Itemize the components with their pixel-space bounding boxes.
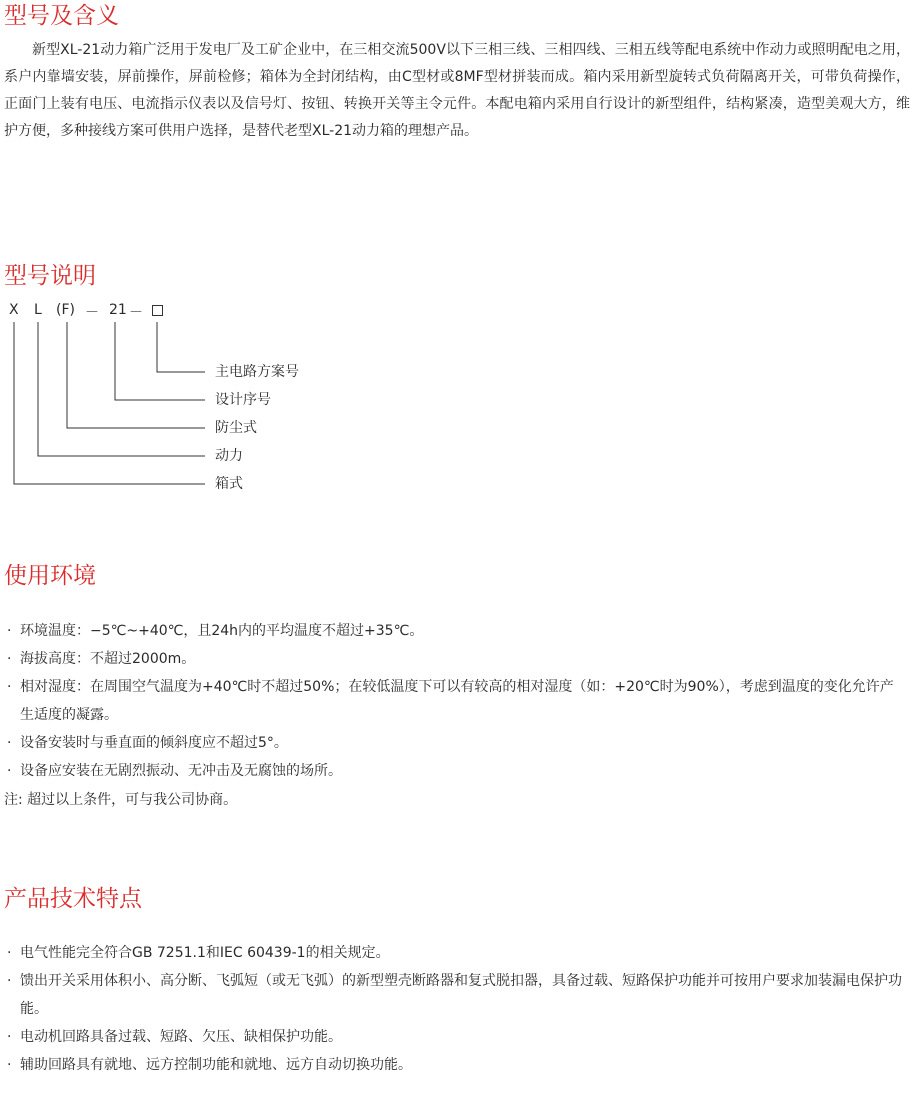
section-heading-model: 型号说明: [4, 263, 96, 289]
model-part-l: L: [34, 302, 42, 318]
section-heading-meaning: 型号及含义: [4, 3, 119, 29]
list-item: · 馈出开关采用体积小、高分断、飞弧短（或无飞弧）的新型塑壳断路器和复式脱扣器，具备过载、短路保护功能并可按用户要求加装漏电保护功能。: [4, 967, 904, 1023]
environment-list: [4, 617, 904, 785]
environment-note: 注: 超过以上条件，可与我公司协商。: [4, 792, 238, 808]
list-item: · 设备安装时与垂直面的倾斜度应不超过5°。: [4, 729, 904, 757]
bracket-line-scheme: [157, 322, 205, 372]
label-power: 动力: [215, 448, 243, 464]
bullet-marker: ·: [7, 735, 12, 751]
list-item: · 设备应安装在无剧烈振动、无冲击及无腐蚀的场所。: [4, 757, 904, 785]
list-item: · 海拔高度：不超过2000m。: [4, 645, 904, 673]
bracket-line-box: [14, 322, 205, 484]
label-box-type: 箱式: [215, 476, 243, 492]
model-part-dash-1: －: [85, 305, 99, 321]
model-part-x: X: [9, 302, 19, 318]
bracket-line-design: [115, 322, 205, 400]
bullet-marker: ·: [7, 945, 12, 961]
label-dustproof: 防尘式: [215, 420, 257, 436]
model-part-f: (F): [56, 302, 75, 318]
model-bracket-diagram: [0, 0, 910, 520]
bullet-marker: ·: [7, 1029, 12, 1045]
bullet-marker: ·: [7, 973, 12, 989]
list-item: · 相对湿度：在周围空气温度为+40℃时不超过50%；在较低温度下可以有较高的相对湿度（如：+20℃时为90%），考虑到温度的变化允许产生适度的凝露。: [4, 673, 904, 729]
list-item: · 环境温度：−5℃~+40℃，且24h内的平均温度不超过+35℃。: [4, 617, 904, 645]
list-item: · 电气性能完全符合GB 7251.1和IEC 60439-1的相关规定。: [4, 939, 904, 967]
label-main-circuit: 主电路方案号: [215, 364, 299, 380]
section-heading-features: 产品技术特点: [4, 886, 142, 912]
bullet-marker: ·: [7, 763, 12, 779]
list-item: · 辅助回路具有就地、远方控制功能和就地、远方自动切换功能。: [4, 1051, 904, 1079]
model-part-dash-2: －: [129, 305, 143, 321]
features-list: [4, 939, 904, 1079]
bracket-line-dustproof: [67, 322, 205, 428]
bullet-marker: ·: [7, 679, 12, 695]
bullet-marker: ·: [7, 623, 12, 639]
section-heading-environment: 使用环境: [4, 563, 96, 589]
model-part-21: 21: [109, 302, 127, 318]
bullet-marker: ·: [7, 651, 12, 667]
label-design-serial: 设计序号: [215, 392, 271, 408]
list-item: · 电动机回路具备过载、短路、欠压、缺相保护功能。: [4, 1023, 904, 1051]
bracket-line-power: [38, 322, 205, 456]
bullet-marker: ·: [7, 1057, 12, 1073]
intro-paragraph: 新型XL-21动力箱广泛用于发电厂及工矿企业中，在三相交流500V以下三相三线、三相四线、三相五线等配电系统中作动力或照明配电之用，系户内靠墙安装，屏前操作，屏前检修；箱体为全封闭结构，由C型材或8MF型材拼装而成。箱内采用新型旋转式负荷隔离开关，可带负荷操作，正面门上装有电压、电流指示仪表以及信号灯、按钮、转换开关等主令元件。本配电箱内采用自行设计的新型组件，结构紧凑，造型美观大方，维护方便，多种接线方案可供用户选择，是替代老型XL-21动力箱的理想产品。: [4, 42, 910, 139]
